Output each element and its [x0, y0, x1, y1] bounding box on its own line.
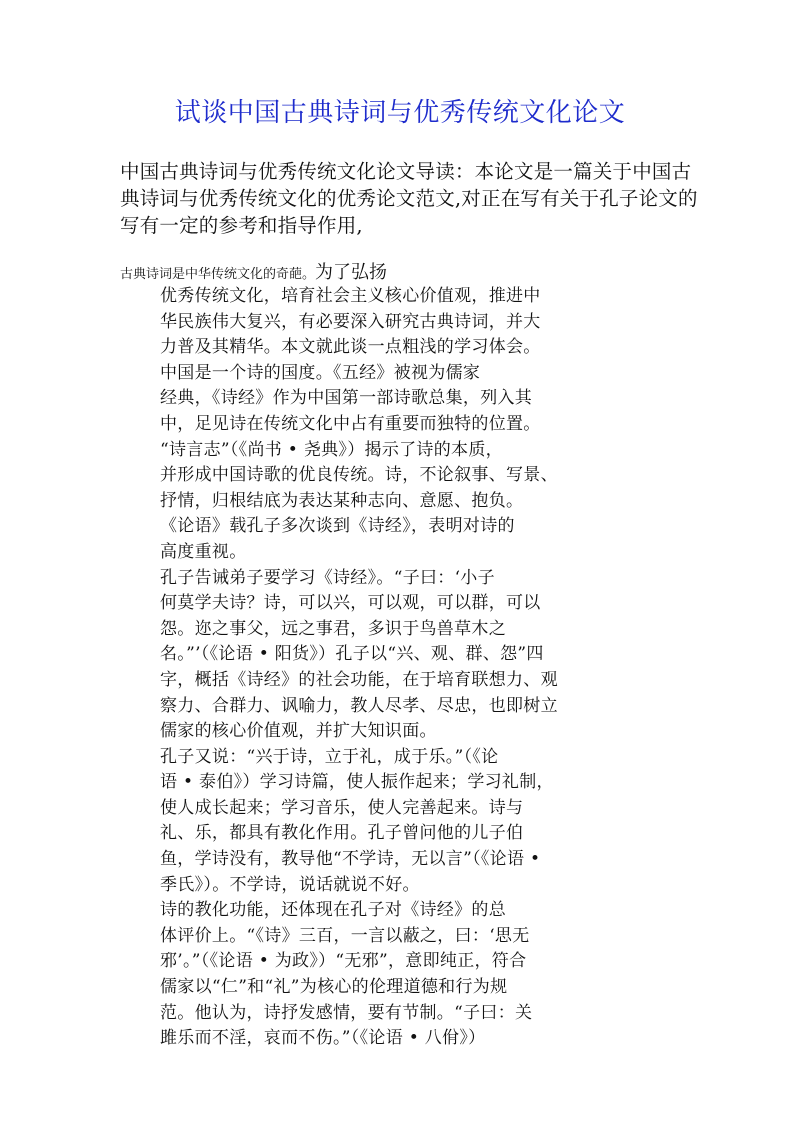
body-line: 孔子又说：“兴于诗，立于礼，成于乐。”（《论	[160, 746, 499, 767]
body-line: 季氏》）。不学诗，说话就说不好。	[160, 874, 420, 895]
body-line: 字，概括《诗经》的社会功能，在于培育联想力、观	[160, 669, 558, 690]
body-line: 何莫学夫诗？诗，可以兴，可以观，可以群，可以	[160, 593, 541, 614]
body-line: 语 • 泰伯》）学习诗篇，使人振作起来；学习礼制，	[160, 772, 554, 793]
body-line: 名。”’（《论语 • 阳货》）孔子以“兴、观、群、怨”四	[160, 644, 544, 665]
body-line: 使人成长起来；学习音乐，使人完善起来。诗与	[160, 797, 524, 818]
body-line: 邪’。”（《论语 • 为政》）“无邪”，意即纯正，符合	[160, 951, 527, 972]
lead-line	[120, 258, 387, 284]
body-line: 雎乐而不淫，哀而不伤。”（《论语 • 八佾》）	[160, 1028, 486, 1049]
body-line: 高度重视。	[160, 541, 247, 562]
body-line: 并形成中国诗歌的优良传统。诗，不论叙事、写景、	[160, 465, 558, 486]
body-line: 体评价上。“《诗》三百，一言以蔽之，曰：‘思无	[160, 925, 530, 946]
body-line: 儒家的核心价值观，并扩大知识面。	[160, 721, 437, 742]
intro-paragraph	[120, 158, 698, 239]
lead-small-text: 古典诗词是中华传统文化的奇葩。	[120, 267, 316, 282]
lead-big-text: 为了弘扬	[315, 262, 388, 283]
body-line: 华民族伟大复兴，有必要深入研究古典诗词，并大	[160, 311, 541, 332]
body-line: 诗的教化功能，还体现在孔子对《诗经》的总	[160, 900, 506, 921]
body-line: 范。他认为，诗抒发感情，要有节制。“子曰：关	[160, 1002, 533, 1023]
body-line: 察力、合群力、讽喻力，教人尽孝、尽忠，也即树立	[160, 695, 558, 716]
intro-line: 中国古典诗词与优秀传统文化论文导读：本论文是一篇关于中国古	[120, 160, 692, 183]
body-line: 中，足见诗在传统文化中占有重要而独特的位置。	[160, 413, 541, 434]
intro-line: 写有一定的参考和指导作用,	[120, 214, 363, 237]
intro-line: 典诗词与优秀传统文化的优秀论文范文,对正在写有关于孔子论文的	[120, 187, 698, 210]
body-line: 中国是一个诗的国度。《五经》被视为儒家	[160, 362, 481, 383]
body-line: 儒家以“仁”和“礼”为核心的伦理道德和行为规	[160, 977, 508, 998]
body-line: “诗言志”（《尚书 • 尧典》）揭示了诗的本质，	[160, 439, 503, 460]
body-line: 礼、乐，都具有教化作用。孔子曾问他的儿子伯	[160, 823, 524, 844]
body-line: 孔子告诫弟子要学习《诗经》。“子曰：‘小子	[160, 567, 495, 588]
body-line: 力普及其精华。本文就此谈一点粗浅的学习体会。	[160, 337, 541, 358]
document-title: 试谈中国古典诗词与优秀传统文化论文	[174, 98, 626, 128]
body-line: 优秀传统文化，培育社会主义核心价值观，推进中	[160, 286, 541, 306]
body-paragraphs	[160, 284, 640, 1052]
body-line: 怨。迩之事父，远之事君，多识于鸟兽草木之	[160, 618, 506, 639]
body-line: 经典，《诗经》作为中国第一部诗歌总集，列入其	[160, 388, 533, 409]
body-line: 抒情，归根结底为表达某种志向、意愿、抱负。	[160, 490, 524, 511]
body-line: 鱼，学诗没有，教导他“不学诗，无以言”（《论语 •	[160, 849, 541, 870]
body-line: 《论语》载孔子多次谈到《诗经》，表明对诗的	[160, 516, 515, 537]
